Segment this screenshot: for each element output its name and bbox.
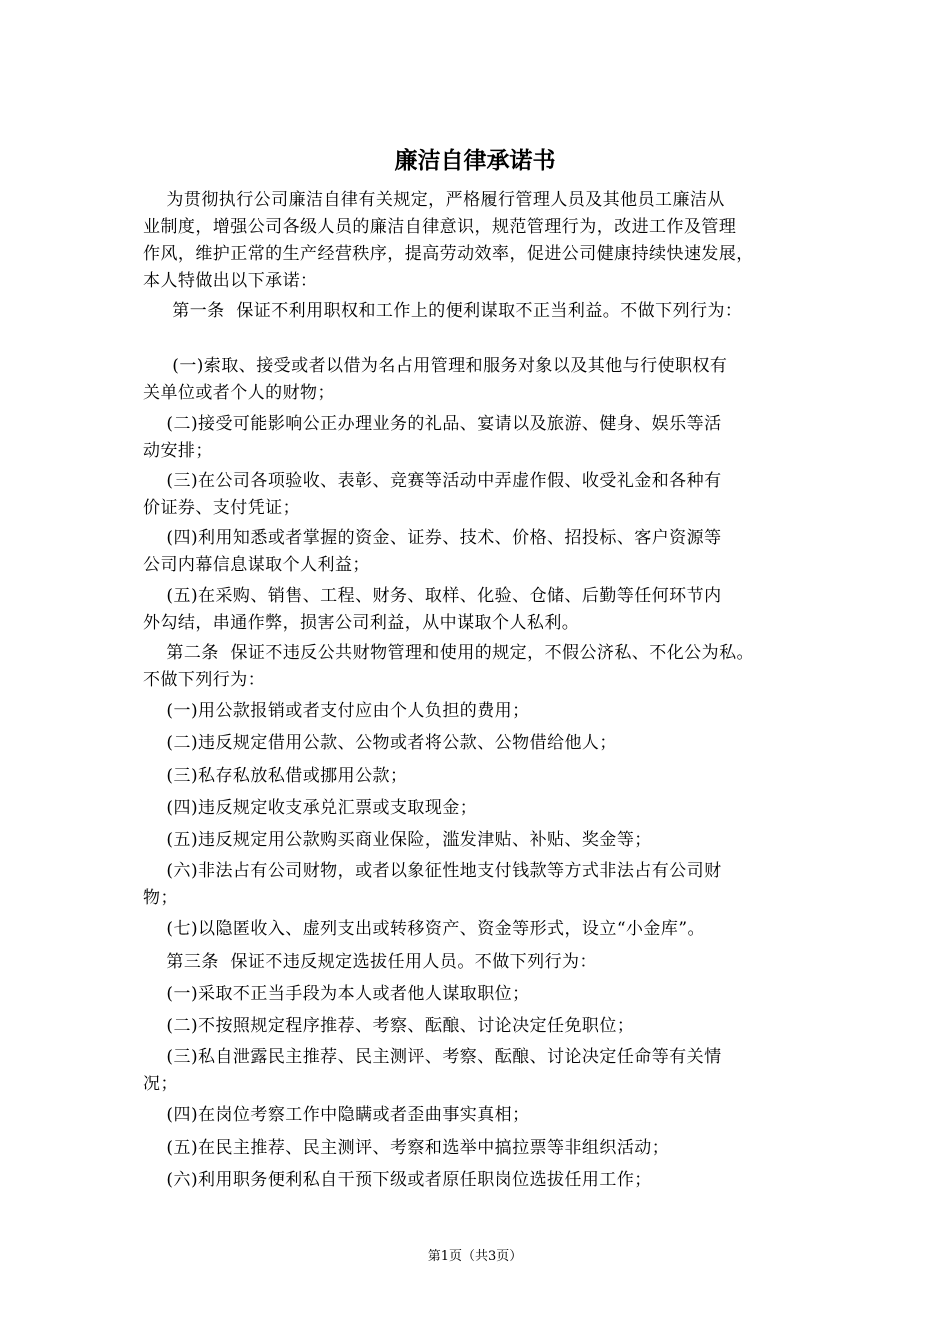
text-line: (五)在民主推荐、民主测评、考察和选举中搞拉票等非组织活动； (143, 1138, 670, 1158)
text-line: 外勾结，串通作弊，损害公司利益，从中谋取个人私利。 (143, 613, 580, 633)
text-line: 公司内幕信息谋取个人利益； (143, 555, 370, 575)
text-line: 不做下列行为： (143, 670, 266, 690)
text-line: (三)私自泄露民主推荐、民主测评、考察、酝酿、讨论决定任命等有关情 (143, 1047, 722, 1067)
text-line: (一)索取、接受或者以借为名占用管理和服务对象以及其他与行使职权有 (143, 356, 728, 376)
text-line: (三)在公司各项验收、表彰、竞赛等活动中弄虚作假、收受礼金和各种有 (143, 471, 722, 491)
text-line: (七)以隐匿收入、虚列支出或转移资产、资金等形式，设立“小金库”。 (143, 919, 705, 939)
text-line: (五)违反规定用公款购买商业保险，滥发津贴、补贴、奖金等； (143, 830, 652, 850)
text-line: 为贯彻执行公司廉洁自律有关规定，严格履行管理人员及其他员工廉洁从 (143, 190, 725, 210)
text-line: 价证券、支付凭证； (143, 498, 301, 518)
text-line: 关单位或者个人的财物； (143, 383, 335, 403)
article-heading: 第二条 保证不违反公共财物管理和使用的规定，不假公济私、不化公为私。 (143, 643, 754, 663)
text-line: 业制度，增强公司各级人员的廉洁自律意识，规范管理行为，改进工作及管理 (143, 217, 737, 237)
text-line: (六)非法占有公司财物，或者以象征性地支付钱款等方式非法占有公司财 (143, 861, 722, 881)
text-line: 况； (143, 1074, 178, 1094)
text-line: (一)用公款报销或者支付应由个人负担的费用； (143, 701, 530, 721)
text-line: (一)采取不正当手段为本人或者他人谋取职位； (143, 984, 530, 1004)
text-line: (四)在岗位考察工作中隐瞒或者歪曲事实真相； (143, 1105, 530, 1125)
article-heading: 第三条 保证不违反规定选拔任用人员。不做下列行为： (143, 952, 597, 972)
text-line: (二)违反规定借用公款、公物或者将公款、公物借给他人； (143, 733, 617, 753)
text-line: (四)违反规定收支承兑汇票或支取现金； (143, 798, 478, 818)
article-heading: 第一条 保证不利用职权和工作上的便利谋取不正当利益。不做下列行为： (143, 301, 743, 321)
text-line: (二)不按照规定程序推荐、考察、酝酿、讨论决定任免职位； (143, 1016, 635, 1036)
page-number: 第1页（共3页） (427, 1249, 523, 1264)
text-line: (三)私存私放私借或挪用公款； (143, 766, 408, 786)
text-line: 本人特做出以下承诺： (143, 271, 318, 291)
text-line: 作风，维护正常的生产经营秩序，提高劳动效率，促进公司健康持续快速发展， (143, 244, 754, 264)
text-line: (二)接受可能影响公正办理业务的礼品、宴请以及旅游、健身、娱乐等活 (143, 414, 722, 434)
text-line: 物； (143, 888, 178, 908)
text-line: (五)在采购、销售、工程、财务、取样、化验、仓储、后勤等任何环节内 (143, 586, 722, 606)
text-line: 动安排； (143, 441, 213, 461)
text-line: (四)利用知悉或者掌握的资金、证券、技术、价格、招投标、客户资源等 (143, 528, 722, 548)
document-title: 廉洁自律承诺书 (394, 148, 556, 174)
text-line: (六)利用职务便利私自干预下级或者原任职岗位选拔任用工作； (143, 1170, 652, 1190)
